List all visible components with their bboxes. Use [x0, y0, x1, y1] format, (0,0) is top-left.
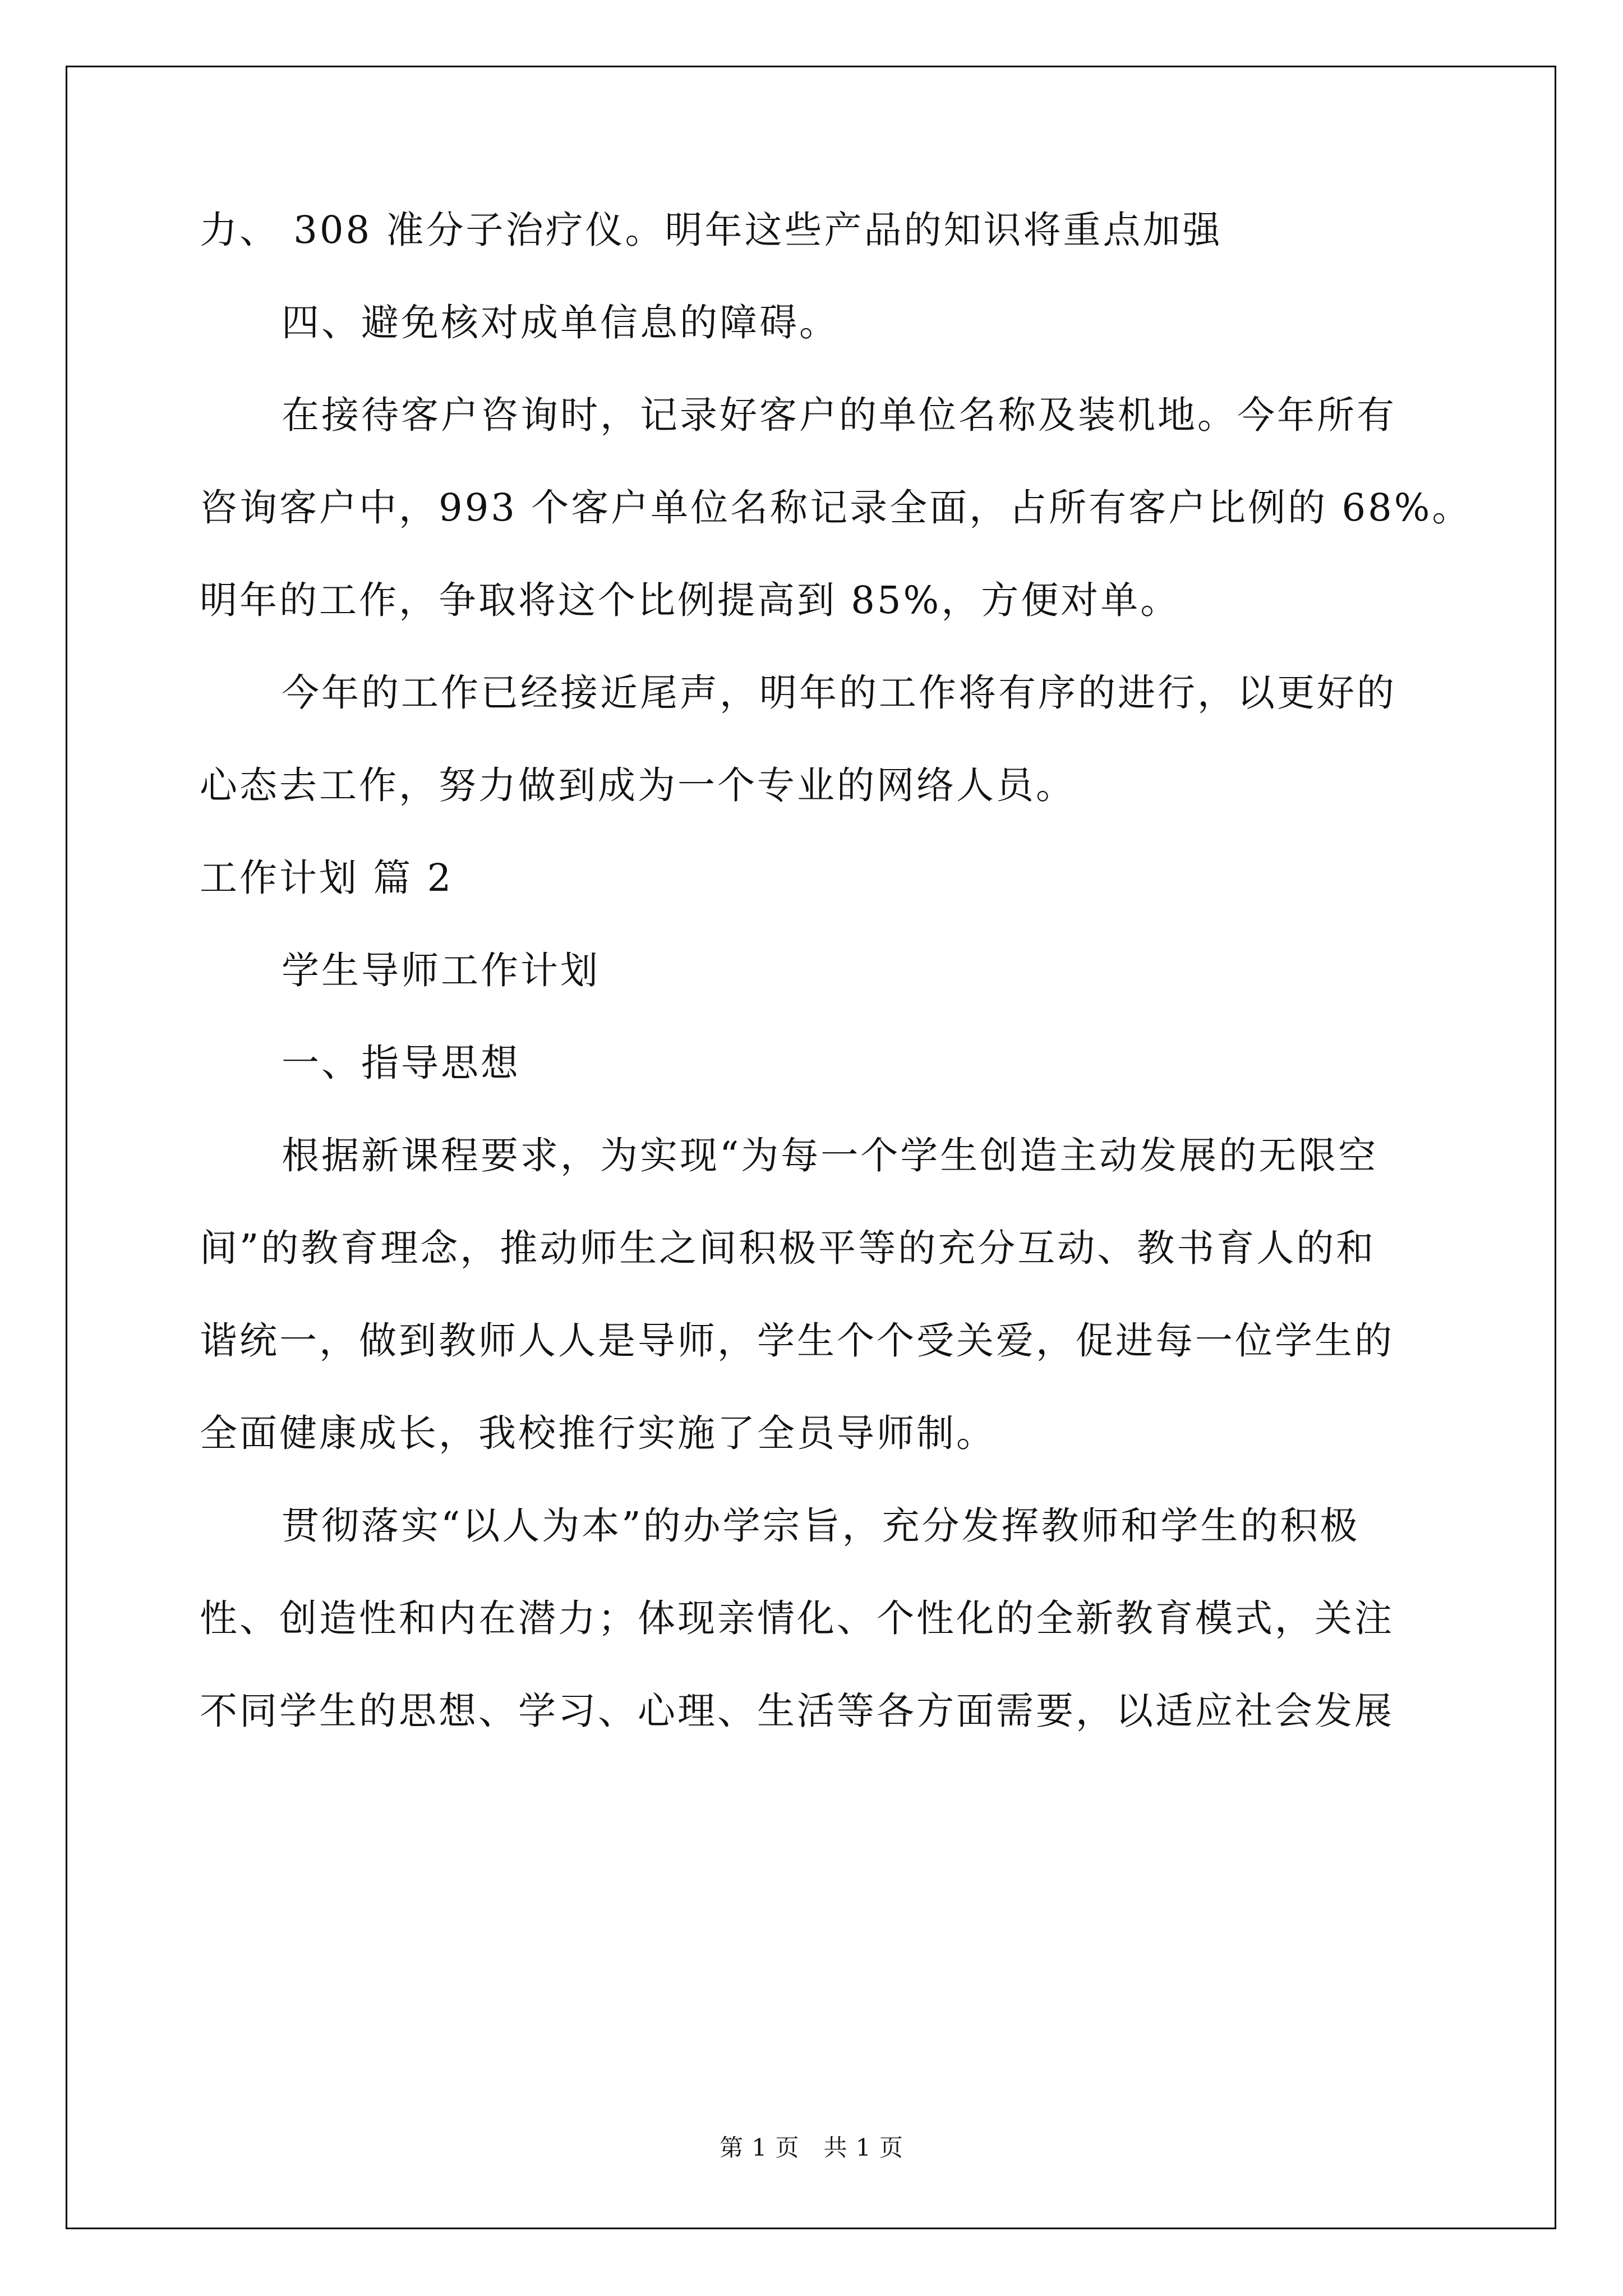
text-line: 不同学生的思想、学习、心理、生活等各方面需要，以适应社会发展 [200, 1689, 1394, 1733]
text-line: 今年的工作已经接近尾声，明年的工作将有序的进行，以更好的 [282, 671, 1396, 715]
text-line: 咨询客户中，993 个客户单位名称记录全面，占所有客户比例的 68%。 [200, 486, 1472, 530]
text-line: 性、创造性和内在潜力；体现亲情化、个性化的全新教育模式，关注 [200, 1596, 1394, 1640]
text-line: 全面健康成长，我校推行实施了全员导师制。 [200, 1411, 996, 1455]
text-line: 根据新课程要求，为实现“为每一个学生创造主动发展的无限空 [282, 1134, 1378, 1177]
text-line: 间”的教育理念，推动师生之间积极平等的充分互动、教书育人的和 [200, 1226, 1376, 1270]
page-number-footer: 第 1 页 共 1 页 [720, 2134, 903, 2161]
text-line: 四、避免核对成单信息的障碍。 [282, 301, 839, 344]
text-line: 贯彻落实“以人为本”的办学宗旨，充分发挥教师和学生的积极 [282, 1504, 1360, 1548]
text-line: 谐统一，做到教师人人是导师，学生个个受关爱，促进每一位学生的 [200, 1319, 1394, 1363]
text-line: 力、 308 准分子治疗仪。明年这些产品的知识将重点加强 [200, 208, 1223, 252]
section-heading: 工作计划 篇 2 [200, 856, 454, 900]
subsection-heading: 一、指导思想 [282, 1041, 520, 1085]
text-line: 心态去工作，努力做到成为一个专业的网络人员。 [200, 763, 1076, 807]
text-line: 明年的工作，争取将这个比例提高到 85%，方便对单。 [200, 578, 1181, 622]
document-title: 学生导师工作计划 [282, 949, 600, 992]
text-line: 在接待客户咨询时，记录好客户的单位名称及装机地。今年所有 [282, 393, 1396, 437]
